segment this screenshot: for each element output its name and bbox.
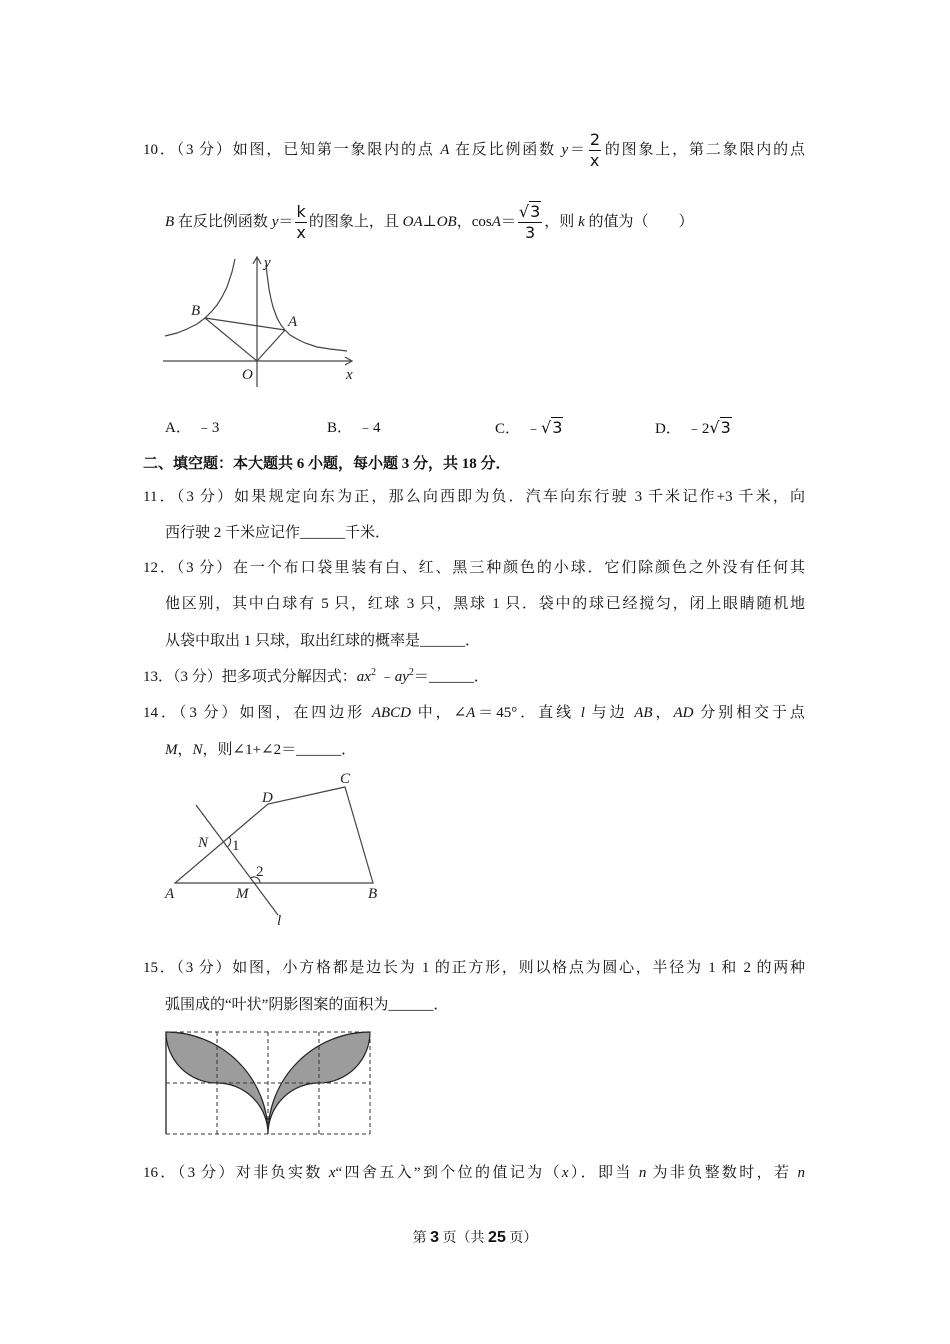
var-A: A (440, 142, 450, 158)
q10-line-1 (143, 130, 805, 171)
q13-text: ＝______． (413, 669, 489, 685)
fraction-numerator (518, 202, 542, 223)
label-B: B (368, 886, 378, 902)
q10-text: 的图象上，第二象限内的点 (603, 142, 805, 158)
q16-number: 16． (143, 1165, 178, 1181)
current-page-number: 3 (430, 1229, 440, 1246)
q15-line-1 (143, 956, 805, 980)
total-page-count: 25 (488, 1229, 506, 1246)
sqrt-sign: √ (518, 202, 530, 222)
exponent: 2 (408, 667, 414, 678)
q15-score: （3 分） (176, 960, 233, 976)
q15-text: 如图，小方格都是边长为 1 的正方形，则以格点为圆心，半径为 1 和 2 的两种 (232, 960, 805, 976)
equals-sign: ＝ (568, 142, 587, 158)
section-heading: 二、填空题：本大题共 6 小题，每小题 3 分，共 18 分． (143, 456, 511, 472)
q16-text: “四舍五入”到个位的值记为（ (335, 1165, 562, 1181)
var-N: N (192, 742, 203, 758)
q10-text: ，cos (456, 214, 492, 230)
label-D: D (262, 790, 273, 806)
q10-figure (160, 255, 360, 390)
fraction-numerator: k (296, 202, 306, 222)
label-angle-1: 1 (232, 838, 240, 854)
q14-figure (155, 765, 385, 930)
fraction-k-over-x (295, 202, 306, 243)
q14-text: ， (652, 705, 674, 721)
var-l: l (580, 705, 585, 721)
q10-option-a (165, 416, 219, 440)
label-A: A (165, 886, 175, 902)
var-A: A (466, 705, 476, 721)
q12-line-3: 从袋中取出 1 只球，取出红球的概率是______． (165, 633, 481, 649)
footer-text: 第 (412, 1231, 431, 1246)
q13-number: 13． (143, 669, 174, 685)
q14-text: 分别相交于点 (693, 705, 805, 721)
q11-line-2: 西行驶 2 千米应记作______千米． (165, 525, 391, 541)
fraction-2-over-x (589, 130, 601, 171)
fraction-sqrt3-over-3 (518, 202, 542, 243)
q16-text: 为非负整数时，若 (646, 1165, 798, 1181)
hyperbola-second-quadrant (165, 259, 235, 336)
q14-text: ，则∠1+∠2＝______． (202, 742, 357, 758)
perpendicular-symbol: ⊥ (422, 214, 437, 230)
var-x: x (561, 1165, 569, 1181)
var-ay: ay (394, 669, 409, 685)
label-A: A (288, 314, 298, 330)
q12-line-1 (143, 556, 805, 580)
q12-text: 在一个布口袋里装有白、红、黑三种颜色的小球．它们除颜色之外没有任何其 (233, 560, 805, 576)
q11-number: 11． (143, 489, 177, 505)
option-letter: A． (165, 420, 191, 436)
q14-score: （3 分） (178, 705, 240, 721)
label-M: M (236, 886, 249, 902)
q14-text: ＝45°．直线 (475, 705, 581, 721)
option-letter: D． (655, 421, 681, 437)
q10-line-2 (165, 202, 805, 243)
var-AB: AB (634, 705, 653, 721)
radicand: 3 (530, 202, 541, 222)
q14-text: 如图，在四边形 (239, 705, 372, 721)
var-n: n (797, 1165, 805, 1181)
footer-text: 页（共 (439, 1231, 489, 1246)
q11-text: 如果规定向东为正，那么向西即为负．汽车向东行驶 3 千米记作+3 千米，向 (234, 489, 805, 505)
label-O: O (242, 367, 253, 383)
var-y: y (561, 142, 569, 158)
label-angle-2: 2 (256, 864, 264, 880)
q14-line-2 (165, 738, 356, 762)
q10-text: 的图象上，且 (308, 214, 403, 230)
label-B: B (191, 303, 201, 319)
var-ax: ax (356, 669, 371, 685)
option-letter: C． (495, 421, 521, 437)
sqrt-sign: √ (709, 418, 720, 437)
footer-text: 页） (505, 1231, 538, 1246)
q10-number: 10． (143, 142, 177, 158)
q14-text: 中，∠ (411, 705, 467, 721)
q10-score: （3 分） (176, 142, 233, 158)
fraction-denominator: 3 (525, 223, 536, 243)
label-x: x (346, 367, 353, 383)
q10-option-d (655, 416, 732, 440)
q14-number: 14． (143, 705, 179, 721)
var-n: n (638, 1165, 647, 1181)
label-N: N (198, 835, 209, 851)
q10-text: 在反比例函数 (449, 142, 562, 158)
q16-text: ）．即当 (568, 1165, 639, 1181)
q10-option-b (327, 416, 381, 440)
fraction-denominator: x (296, 223, 306, 243)
q10-option-c (495, 416, 563, 440)
page-footer (0, 1226, 950, 1251)
label-C: C (340, 771, 351, 787)
segment-OA (257, 330, 285, 361)
equals-sign: ＝ (278, 214, 294, 230)
q10-text: 的值为（ ） (584, 214, 694, 230)
radicand: 3 (552, 418, 563, 437)
option-value: ﹣2 (686, 421, 710, 437)
option-value: ﹣ (526, 421, 542, 437)
q10-text: ，则 (544, 214, 579, 230)
var-x: x (328, 1165, 336, 1181)
q10-text: 如图，已知第一象限内的点 (232, 142, 441, 158)
q14-line-1 (143, 701, 805, 725)
q11-score: （3 分） (176, 489, 235, 505)
q16-score: （3 分） (177, 1165, 236, 1181)
q13-score: （3 分） (173, 669, 222, 685)
option-value: ﹣4 (358, 420, 381, 436)
q15-line-2: 弧围成的“叶状”阴影图案的面积为______． (165, 997, 449, 1013)
var-AD: AD (673, 705, 694, 721)
fraction-numerator: 2 (589, 130, 601, 150)
q16-line-1 (143, 1161, 805, 1185)
var-ABCD: ABCD (371, 705, 411, 721)
q15-figure (165, 1031, 371, 1137)
label-l: l (277, 913, 282, 929)
var-A: A (491, 214, 501, 230)
option-letter: B． (327, 420, 353, 436)
q12-score: （3 分） (176, 560, 234, 576)
exponent: 2 (370, 667, 376, 678)
q12-line-2: 他区别，其中白球有 5 只，红球 3 只，黑球 1 只．袋中的球已经搅匀，闭上眼睛随机地 (165, 596, 805, 612)
var-OB: OB (436, 214, 457, 230)
var-B: B (165, 214, 175, 230)
var-k: k (578, 214, 585, 230)
q14-text: 与边 (584, 705, 635, 721)
q10-text: 在反比例函数 (174, 214, 272, 230)
option-value: ﹣3 (196, 420, 220, 436)
q14-text: ， (177, 742, 193, 758)
label-y: y (264, 255, 271, 271)
q13-line-1 (143, 665, 489, 689)
equals-sign: ＝ (500, 214, 516, 230)
q15-number: 15． (143, 960, 177, 976)
sqrt-sign: √ (541, 418, 552, 437)
q16-text: 对非负实数 (235, 1165, 329, 1181)
fraction-denominator: x (589, 151, 600, 171)
var-OA: OA (402, 214, 423, 230)
radicand: 3 (720, 418, 731, 437)
q13-text: 把多项式分解因式： (221, 669, 357, 685)
q11-line-1 (143, 485, 805, 509)
q12-number: 12． (143, 560, 177, 576)
minus-sign: ﹣ (375, 669, 395, 685)
var-y: y (271, 214, 279, 230)
var-M: M (165, 742, 178, 758)
